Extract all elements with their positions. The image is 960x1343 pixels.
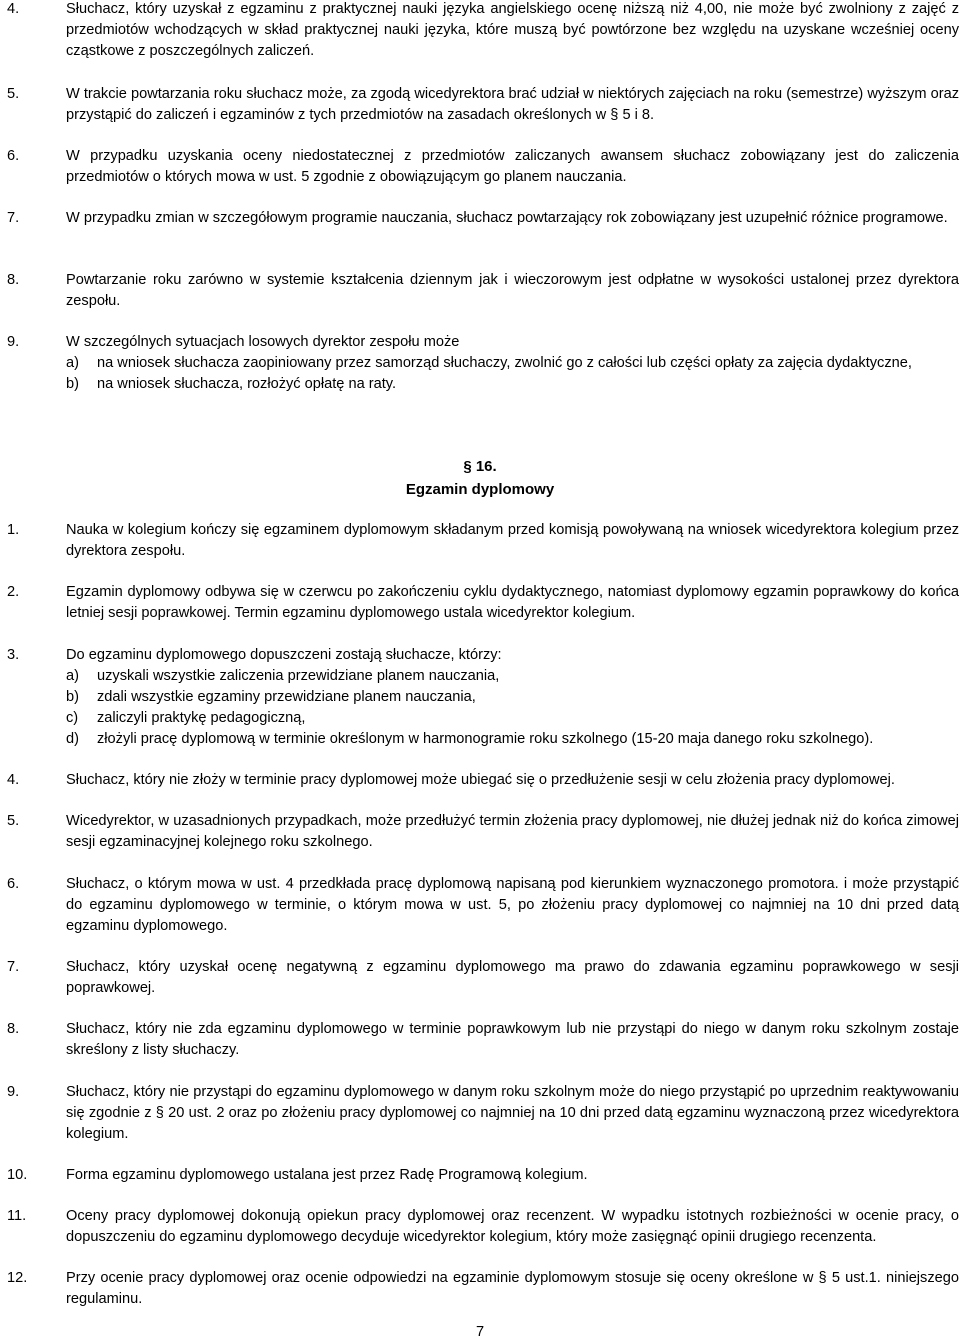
section-item-1	[7, 520, 959, 562]
item-number: 12.	[7, 1270, 28, 1286]
item-text: Słuchacz, który nie zda egzaminu dyplomowego w terminie poprawkowym lub nie przystąpi do niego w danym roku szkolnym zostaje skreślony z listy słuchaczy.	[66, 1021, 959, 1058]
item-number: 10.	[7, 1167, 28, 1183]
item-text: Słuchacz, który nie złoży w terminie pracy dyplomowej może ubiegać się o przedłużenie sesji w celu złożenia pracy dyplomowej.	[66, 772, 895, 788]
item-text: Egzamin dyplomowy odbywa się w czerwcu po zakończeniu cyklu dydaktycznego, natomiast dyplomowy egzamin poprawkowy do końca letniej sesji poprawkowej. Termin egzaminu dyplomowego ustala wicedyrektor kolegium.	[66, 584, 959, 621]
prev-item-6	[7, 146, 959, 188]
section-item-6	[7, 874, 959, 937]
sub-item-a	[66, 666, 959, 687]
sub-item-letter: d)	[66, 730, 79, 747]
prev-item-9	[7, 332, 959, 395]
item-text: W szczególnych sytuacjach losowych dyrektor zespołu może	[66, 334, 460, 350]
section-number: § 16.	[463, 458, 497, 475]
prev-item-7	[7, 208, 959, 229]
item-number: 8.	[7, 1021, 20, 1037]
item-text: Forma egzaminu dyplomowego ustalana jest przez Radę Programową kolegium.	[66, 1167, 588, 1183]
item-text: Słuchacz, który nie przystąpi do egzaminu dyplomowego w danym roku szkolnym może do niego przystąpić po uprzednim reaktywowaniu się zgodnie z § 20 ust. 2 oraz po złożeniu pracy dyplomowej co najmniej na 10 dni przed datą egzaminu wyznaczoną przez wicedyrektora kolegium.	[66, 1084, 959, 1142]
prev-item-8	[7, 270, 959, 312]
item-number: 4.	[7, 772, 20, 788]
item-number: 6.	[7, 876, 20, 892]
prev-item-5	[7, 84, 959, 126]
item-text: Słuchacz, który uzyskał ocenę negatywną z egzaminu dyplomowego ma prawo do zdawania egzaminu poprawkowego w sesji poprawkowej.	[66, 959, 959, 996]
sub-item-c	[66, 708, 959, 729]
item-number: 1.	[7, 522, 20, 538]
item-text: W przypadku uzyskania oceny niedostatecznej z przedmiotów zaliczanych awansem słuchacz zobowiązany jest do zaliczenia przedmiotów o których mowa w ust. 5 zgodnie z obowiązującym go planem nauczania.	[66, 148, 959, 185]
sub-item-letter: b)	[66, 688, 79, 705]
item-text: Słuchacz, o którym mowa w ust. 4 przedkłada pracę dyplomową napisaną pod kierunkiem wyznaczonego promotora. i może przystąpić do egzaminu dyplomowego w terminie, o którym mowa w ust. 5, po złożeniu pracy dyplomowej co najmniej na 10 dni przed datą egzaminu dyplomowego.	[66, 876, 959, 934]
item-text: Wicedyrektor, w uzasadnionych przypadkach, może przedłużyć termin złożenia pracy dyplomowej, nie dłużej jednak niż do końca zimowej sesji egzaminacyjnej kolejnego roku szkolnego.	[66, 813, 959, 850]
section-item-3	[7, 645, 959, 750]
item-text: Nauka w kolegium kończy się egzaminem dyplomowym składanym przed komisją powoływaną na wniosek wicedyrektora kolegium przez dyrektora zespołu.	[66, 522, 959, 559]
sub-item-d	[66, 729, 959, 750]
item-number: 7.	[7, 210, 20, 226]
item-text: W trakcie powtarzania roku słuchacz może, za zgodą wicedyrektora brać udział w niektórych zajęciach na roku (semestrze) wyższym oraz przystąpić do zaliczeń i egzaminów z tych przedmiotów na zasadach określonych w § 5 i 8.	[66, 86, 959, 123]
section-item-4	[7, 770, 959, 791]
item-text: Oceny pracy dyplomowej dokonują opiekun pracy dyplomowej oraz recenzent. W wypadku istotnych rozbieżności w ocenie pracy, o dopuszczeniu do egzaminu dyplomowego decyduje wicedyrektor kolegium, który może zasięgnąć opinii drugiego recenzenta.	[66, 1208, 959, 1245]
prev-item-4	[7, 0, 959, 62]
item-number: 8.	[7, 272, 20, 288]
sub-item-b	[66, 687, 959, 708]
item-number: 11.	[7, 1208, 27, 1224]
sub-item-letter: b)	[66, 375, 79, 392]
item-number: 9.	[7, 334, 20, 350]
section-item-7	[7, 957, 959, 999]
item-text: Powtarzanie roku zarówno w systemie kształcenia dziennym jak i wieczorowym jest odpłatne w wysokości ustalonej przez dyrektora zespołu.	[66, 272, 959, 309]
item-number: 5.	[7, 86, 20, 102]
item-text: W przypadku zmian w szczegółowym programie nauczania, słuchacz powtarzający rok zobowiązany jest uzupełnić różnice programowe.	[66, 210, 948, 226]
sub-item-letter: c)	[66, 709, 79, 726]
section-item-9	[7, 1082, 959, 1145]
section-title: Egzamin dyplomowy	[405, 481, 555, 498]
section-item-12	[7, 1268, 959, 1310]
item-text: Słuchacz, który uzyskał z egzaminu z praktycznej nauki języka angielskiego ocenę niższą niż 4,00, nie może być zwolniony z zajęć z przedmiotów wchodzących w skład praktycznej nauki języka, które muszą być powtórzone bez względu na uzyskane wcześniej oceny cząstkowe z poszczególnych zaliczeń.	[66, 1, 959, 59]
sub-item-text: na wniosek słuchacza, rozłożyć opłatę na raty.	[97, 375, 397, 392]
item-number: 9.	[7, 1084, 20, 1100]
item-text: Do egzaminu dyplomowego dopuszczeni zostają słuchacze, którzy:	[66, 647, 502, 663]
item-text: Przy ocenie pracy dyplomowej oraz ocenie odpowiedzi na egzaminie dyplomowym stosuje się oceny określone w § 5 ust.1. niniejszego regulaminu.	[66, 1270, 959, 1307]
section-item-5	[7, 811, 959, 853]
item-number: 7.	[7, 959, 20, 975]
item-number: 5.	[7, 813, 20, 829]
section-item-10	[7, 1165, 959, 1186]
sub-item-text: zaliczyli praktykę pedagogiczną,	[97, 709, 306, 726]
section-item-2	[7, 582, 959, 624]
item-number: 3.	[7, 647, 20, 663]
section-item-11	[7, 1206, 959, 1248]
page-number: 7	[475, 1324, 485, 1340]
section-item-8	[7, 1019, 959, 1061]
sub-item-text: uzyskali wszystkie zaliczenia przewidziane planem nauczania,	[97, 667, 500, 684]
sub-item-text: zdali wszystkie egzaminy przewidziane planem nauczania,	[97, 688, 476, 705]
sub-item-letter: a)	[66, 354, 79, 371]
sub-item-b	[66, 374, 959, 395]
item-number: 2.	[7, 584, 20, 600]
sub-item-text: złożyli pracę dyplomową w terminie określonym w harmonogramie roku szkolnego (15-20 maja danego roku szkolnego).	[97, 730, 874, 747]
sub-item-letter: a)	[66, 667, 79, 684]
sub-item-a	[66, 353, 959, 374]
item-number: 6.	[7, 148, 20, 164]
item-number: 4.	[7, 1, 20, 17]
sub-item-text: na wniosek słuchacza zaopiniowany przez samorząd słuchaczy, zwolnić go z całości lub części opłaty za zajęcia dydaktyczne,	[97, 354, 912, 371]
